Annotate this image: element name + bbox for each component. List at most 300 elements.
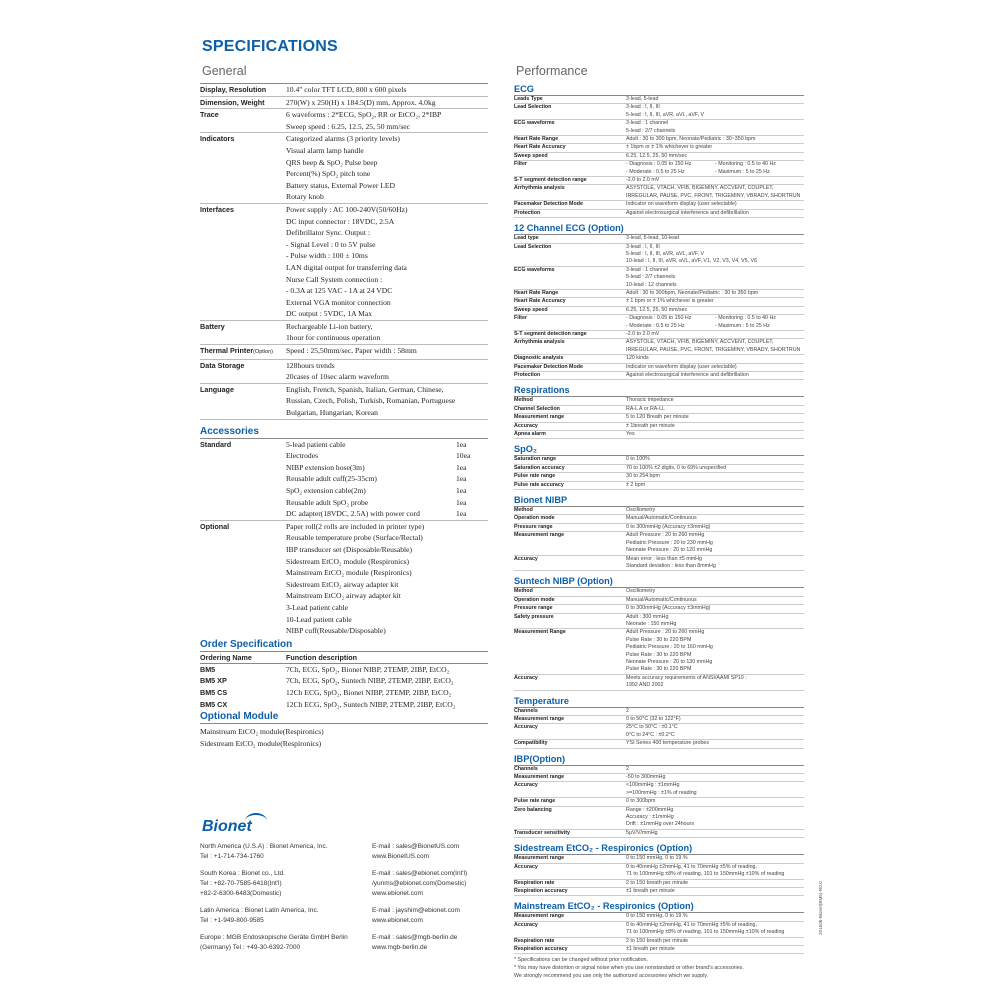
optional-label: Optional (200, 521, 230, 531)
spec-value-line: - Pulse width : 100 ± 10ms (286, 251, 368, 261)
accessory-item (286, 439, 488, 451)
perf-section-heading: Mainstream EtCO₂ - Respironics (Option) (514, 900, 804, 913)
spec-label: Data Storage (200, 360, 245, 370)
general-table (200, 83, 488, 420)
order-name: BM5 CX (200, 699, 228, 709)
perf-value-line: 0 to 50°C (32 to 122°F) (626, 716, 681, 722)
contact-email (372, 933, 490, 953)
spec-label: Indicators (200, 134, 235, 144)
perf-value (626, 144, 804, 151)
document-code: 201506-Bionet(BM5)-R0.0 (818, 881, 823, 935)
perf-value-line: ±1 breath per minute (626, 945, 675, 952)
perf-label: Respiration accuracy (514, 887, 568, 894)
perf-row (514, 515, 804, 523)
order-function: 12Ch ECG, SpO₂, Suntech NIBP, 2TEMP, 2IBP, EtCO₂ (286, 699, 456, 709)
order-heading: Order Specification (200, 639, 488, 652)
perf-row (514, 880, 804, 888)
spec-value-line: Bulgarian, Hungarian, Korean (286, 408, 378, 418)
optional-list (286, 521, 488, 637)
perf-section-heading: Suntech NIBP (Option) (514, 575, 804, 588)
perf-value (626, 456, 804, 463)
optional-item: Sidestream EtCO₂ airway adapter kit (286, 579, 399, 589)
perf-value-line: 6.25, 12.5, 25, 50 mm/sec (626, 306, 688, 313)
perf-value-line: Adult Pressure : 20 to 260 mmHg (626, 532, 705, 539)
perf-value-line: 3-lead : I, II, III (626, 104, 660, 111)
perf-value (626, 507, 804, 514)
spec-value-line: Power supply : AC 100-240V(50/60Hz) (286, 204, 408, 214)
accessory-qty: 1ea (456, 474, 467, 484)
perf-row (514, 830, 804, 838)
perf-value-line: 0 to 40mmHg ±2mmHg, 41 to 70mmHg ±5% of reading, (626, 921, 757, 928)
perf-value-line: <100mmHg : ±1mmHg (626, 782, 680, 789)
contact-line: www.BionetUS.com (372, 853, 430, 860)
perf-value (626, 782, 804, 797)
perf-value-line: -50 to 300mmHg (626, 774, 666, 781)
contact-line: (Germany) Tel : +49-30-6392-7000 (200, 944, 301, 951)
perf-row (514, 372, 804, 380)
perf-value (626, 372, 804, 379)
contact-block (200, 933, 490, 953)
perf-row (514, 782, 804, 798)
perf-section-heading: IBP(Option) (514, 753, 804, 766)
perf-row (514, 177, 804, 185)
perf-value (626, 290, 804, 297)
optional-module-item: Sidestream EtCO₂ module(Respironics) (200, 738, 322, 748)
perf-section-heading: Bionet NIBP (514, 494, 804, 507)
perf-row (514, 120, 804, 136)
accessory-qty: 10ea (456, 451, 471, 461)
order-col-name: Ordering Name (200, 652, 252, 662)
perf-value-line: 30 to 254 bpm (626, 473, 660, 480)
perf-value-line: Adult : 30 to 300 bpm, Neonate/Pediatric : 30~350 bpm (626, 136, 756, 143)
spec-value-line: LAN digital output for transferring data (286, 262, 407, 272)
perf-row (514, 946, 804, 954)
perf-label: Filter (514, 161, 527, 168)
perf-value-line: 0°C to 24°C : ±0.2°C (626, 731, 675, 738)
order-row (200, 664, 488, 676)
contact-block (200, 869, 490, 899)
perf-value (626, 153, 804, 160)
perf-label: Measurement range (514, 414, 565, 421)
perf-table (514, 913, 804, 954)
perf-value (626, 938, 804, 945)
spec-row (200, 384, 488, 420)
perf-label: Lead type (514, 235, 539, 242)
perf-label: Accuracy (514, 921, 538, 928)
perf-value (626, 414, 804, 421)
perf-value-line: Pediatric Pressure : 20 to 230 mmHg (626, 539, 713, 546)
perf-value-line: 5μV/V/mmHg (626, 829, 658, 836)
perf-value-line: Adult Pressure : 20 to 260 mmHg (626, 629, 705, 636)
accessories-table (200, 439, 488, 637)
contact-block (200, 906, 490, 926)
optional-item: 10-Lead patient cable (286, 614, 352, 624)
spec-label: Trace (200, 110, 219, 120)
perf-value (626, 406, 804, 413)
spec-value-line: 6 waveforms : 2*ECG, SpO₂, RR or EtCO₂, 2*IBP (286, 110, 442, 120)
perf-value (626, 864, 804, 879)
perf-value-line: ± 2 bpm (626, 481, 646, 488)
perf-value-line: Against electrosurgical interference and defibrillation (626, 372, 749, 378)
accessory-item (286, 485, 488, 497)
perf-value-line: 71 to 100mmHg ±8% of reading, 101 to 150mmHg ±10% of reading (626, 871, 785, 878)
perf-value-line: 3-lead, 5-lead, 10-lead (626, 235, 680, 242)
perf-value (626, 614, 804, 629)
spec-value-line: 20cases of 10sec alarm waveform (286, 372, 389, 382)
order-row (200, 675, 488, 687)
perf-label: S-T segment detection range (514, 330, 587, 337)
spec-row (200, 109, 488, 133)
contact-line: E-mail : jayshim@ebionet.com (372, 907, 460, 914)
perf-label: Accuracy (514, 863, 538, 870)
perf-value (626, 556, 804, 571)
perf-label: Protection (514, 209, 541, 216)
perf-label: Protection (514, 372, 541, 378)
perf-value-line: ASYSTOLE, VTACH, VFIB, BIGEMINY, ACCVENT, COUPLET, (626, 185, 774, 192)
perf-value (626, 716, 804, 723)
perf-value-part: - Diagnosis : 0.05 to 150 Hz (626, 315, 692, 322)
perf-table (514, 507, 804, 571)
perf-row (514, 290, 804, 298)
perf-value-line: 0 to 100% (626, 456, 650, 463)
contact-line: Tel : +1-949-800-9585 (200, 917, 264, 924)
perf-row (514, 144, 804, 152)
perf-table (514, 235, 804, 380)
perf-label: Measurement range (514, 716, 565, 722)
spec-label-note: (Option) (253, 349, 273, 356)
perf-value-line: 3-lead, 5-lead (626, 96, 659, 102)
optional-item: Mainstream EtCO₂ airway adapter kit (286, 591, 401, 601)
perf-value-part: - Monitoring : 0.5 to 40 Hz (715, 315, 776, 322)
perf-label: Respiration accuracy (514, 945, 568, 952)
perf-row (514, 588, 804, 596)
perf-label: Pacemaker Detection Mode (514, 363, 583, 370)
spec-value (286, 109, 488, 132)
perf-value-line: Thoracic impedance (626, 397, 674, 404)
contact-email (372, 906, 490, 926)
perf-label: Measurement range (514, 913, 565, 920)
perf-value (626, 946, 804, 953)
footnotes (514, 957, 804, 980)
contact-line: Tel : +82-70-7585-6418(Int'l) (200, 880, 282, 887)
perf-label: Channels (514, 707, 538, 714)
contact-line: +82-2-6300-6483(Domestic) (200, 890, 282, 897)
contact-line: E-mail : sales@mgb-berlin.de (372, 934, 458, 941)
perf-label: Heart Rate Range (514, 289, 559, 296)
perf-row (514, 708, 804, 716)
perf-label: Sweep speed (514, 152, 548, 159)
perf-value-line: 5-lead : I, II, III, aVR, aVL, aVF, V (626, 111, 705, 118)
perf-label: Transducer sensitivity (514, 829, 570, 836)
perf-label: Accuracy (514, 782, 538, 789)
perf-value-line: Meets accuracy requirements of ANSI/AAMI SP10 : (626, 674, 747, 681)
perf-row (514, 307, 804, 315)
optional-item: IBP transducer set (Disposable/Reusable) (286, 544, 413, 554)
page-title: SPECIFICATIONS (202, 38, 338, 55)
perf-value-line: Adult : 30 to 300bpm, Neonate/Pediatric : 30 to 350 bpm (626, 289, 759, 296)
perf-value-line: Standard deviation : less than 8mmHg (626, 562, 716, 569)
perf-value-line: Neonate Pressure : 20 to 120 mmHg (626, 547, 713, 554)
perf-row (514, 913, 804, 921)
perf-row (514, 153, 804, 161)
order-rows (200, 664, 488, 710)
perf-value (626, 588, 804, 595)
contact-line: /yunms@ebionet.com(Domestic) (372, 880, 467, 887)
perf-row (514, 556, 804, 572)
spec-value (286, 84, 488, 96)
accessory-item (286, 508, 488, 520)
spec-value (286, 321, 488, 344)
perf-value-line: Adult : 300 mmHg (626, 613, 669, 620)
perf-row (514, 397, 804, 405)
perf-table (514, 96, 804, 218)
perf-value-line: Oscillometry (626, 507, 656, 514)
contact-email (372, 869, 490, 899)
perf-table (514, 766, 804, 839)
spec-value-line: Speed : 25,50mm/sec, Paper width : 58mm (286, 346, 417, 356)
perf-value-pair (626, 323, 804, 330)
perf-value (626, 830, 804, 837)
perf-value-pair (626, 315, 804, 322)
perf-value-line: 2 to 150 breath per minute (626, 879, 689, 886)
perf-value (626, 315, 804, 330)
perf-value (626, 244, 804, 266)
perf-value-line: 0 to 40mmHg ±2mmHg, 41 to 70mmHg ±5% of reading, (626, 863, 757, 870)
spec-row (200, 84, 488, 97)
perf-value-pair (626, 169, 804, 176)
perf-label: Sweep speed (514, 306, 548, 313)
perf-row (514, 267, 804, 290)
perf-label: Arrhythmia analysis (514, 185, 565, 192)
perf-value-part: - Diagnosis : 0.05 to 150 Hz (626, 161, 692, 168)
perf-value (626, 515, 804, 522)
spec-value-line: Rechargeable Li-ion battery, (286, 321, 373, 331)
perf-row (514, 423, 804, 431)
perf-value-line: 5-lead : I, II, III, aVR, aVL, aVF, V (626, 250, 705, 257)
perf-row (514, 331, 804, 339)
perf-value-line: ±1 breath per minute (626, 887, 675, 894)
accessory-item (286, 462, 488, 474)
perf-value-line: 3-lead : 1 channel (626, 120, 669, 127)
footnote: * Specifications can be changed without prior notification. (514, 957, 648, 964)
perf-value (626, 423, 804, 430)
perf-value-line: -2.0 to 2.0 mV (626, 330, 660, 337)
contact-line: North America (U.S.A) : Bionet America, Inc. (200, 843, 328, 850)
perf-value-line: IRREGULAR, PAUSE, PVC, FRONT, TRIGEMINY, VBRADY, SHORTRUN (626, 346, 801, 353)
spec-value (286, 384, 488, 419)
perf-row (514, 724, 804, 740)
perf-value (626, 605, 804, 612)
perf-value-line: Neonate Pressure : 20 to 130 mmHg (626, 658, 713, 665)
perf-value (626, 235, 804, 242)
perf-value (626, 339, 804, 354)
perf-value (626, 724, 804, 739)
contact-line: Europe : MGB Endoskopische Geräte GmbH Berlin (200, 934, 348, 941)
perf-section-heading: Sidestream EtCO₂ - Respironics (Option) (514, 842, 804, 855)
perf-value-line: Range : ±200mmHg (626, 806, 674, 813)
perf-value-part: - Maximum : 5 to 25 Hz (715, 168, 770, 175)
perf-label: Respiration rate (514, 879, 555, 886)
perf-table (514, 588, 804, 690)
perf-value (626, 740, 804, 747)
optional-module-heading: Optional Module (200, 711, 488, 724)
perf-row (514, 507, 804, 515)
perf-label: Apnea alarm (514, 431, 546, 438)
perf-label: Accuracy (514, 724, 538, 731)
perf-row (514, 339, 804, 355)
perf-value (626, 364, 804, 371)
perf-row (514, 235, 804, 243)
spec-value-line: Rotary knob (286, 192, 324, 202)
perf-value (626, 888, 804, 895)
perf-value (626, 267, 804, 289)
perf-value (626, 465, 804, 472)
perf-value (626, 136, 804, 143)
perf-label: S-T segment detection range (514, 177, 587, 184)
perf-label: Accuracy (514, 555, 538, 562)
perf-label: Accuracy (514, 674, 538, 681)
general-heading: General (202, 64, 247, 78)
perf-value-line: ± 1breath per minute (626, 422, 675, 429)
perf-label: Accuracy (514, 422, 538, 429)
perf-row (514, 740, 804, 748)
accessory-name: NIBP extension hose(3m) (286, 462, 365, 472)
optional-module-item: Mainstream EtCO₂ module(Respironics) (200, 727, 324, 737)
perf-value-line: Yes (626, 431, 635, 438)
perf-label: Measurement range (514, 532, 565, 539)
perf-value (626, 532, 804, 554)
perf-label: Pulse rate range (514, 798, 556, 805)
perf-value-line: 3-lead : 1 channel (626, 266, 669, 273)
contact-line: www.ebionet.com (372, 890, 423, 897)
perf-value-line: Indicator on waveform display (user selectable) (626, 363, 737, 370)
perf-value-line: 5-lead : 2/7 channels (626, 127, 676, 134)
spec-value-line: Sweep speed : 6.25, 12.5, 25, 50 mm/sec (286, 121, 411, 131)
perf-label: Pressure range (514, 605, 553, 612)
perf-section-heading: 12 Channel ECG (Option) (514, 222, 804, 235)
perf-value-line: 70 to 100% ±2 digits, 0 to 69% unspecified (626, 464, 727, 471)
perf-value-part: - Monitoring : 0.5 to 40 Hz (715, 161, 776, 168)
perf-value-line: 5 to 120 Breath per minute (626, 414, 689, 421)
perf-value-line: 5-lead : 2/7 channels (626, 274, 676, 281)
perf-value (626, 397, 804, 404)
perf-value-line: 2 (626, 707, 629, 714)
spec-label: Thermal Printer(Option) (200, 346, 273, 356)
spec-value (286, 133, 488, 203)
perf-value-line: Mean error : less than ±5 mmHg (626, 555, 702, 562)
perf-label: Diagnostic analysis (514, 355, 564, 362)
perf-value (626, 355, 804, 362)
perf-value (626, 104, 804, 119)
order-name: BM5 (200, 664, 216, 674)
perf-row (514, 161, 804, 177)
spec-row (200, 204, 488, 321)
optional-item: Reusable temperature probe (Surface/Rectal) (286, 533, 423, 543)
perf-label: Zero balancing (514, 806, 552, 813)
perf-value (626, 524, 804, 531)
spec-row (200, 345, 488, 360)
perf-table (514, 397, 804, 439)
contact-address (200, 906, 372, 926)
perf-label: Method (514, 397, 533, 404)
accessory-name: Reusable adult cuff(25-35cm) (286, 474, 377, 484)
perf-row (514, 524, 804, 532)
perf-label: Heart Rate Accuracy (514, 144, 566, 151)
perf-value (626, 675, 804, 690)
perf-value-line: Neonate : 150 mmHg (626, 620, 677, 627)
spec-value-line: Percent(%) SpO₂ pitch tone (286, 169, 371, 179)
left-column (200, 64, 488, 749)
perf-section-heading: ECG (514, 83, 804, 96)
perf-value-line: 2 to 150 breath per minute (626, 937, 689, 944)
perf-value (626, 120, 804, 135)
spec-value-line: - 0.3A at 125 VAC - 1A at 24 VDC (286, 286, 393, 296)
perf-label: Pressure range (514, 523, 553, 530)
order-function: 7Ch, ECG, SpO₂, Suntech NIBP, 2TEMP, 2IBP, EtCO₂ (286, 676, 454, 686)
perf-label: ECG waveforms (514, 120, 555, 127)
optional-item: Mainstream EtCO₂ module (Respironics) (286, 568, 412, 578)
optional-module-list (200, 724, 488, 749)
spec-value-line: 1hour for continuous operation (286, 333, 381, 343)
accessories-standard (200, 439, 488, 521)
perf-value (626, 185, 804, 200)
contact-line: www.ebionet.com (372, 917, 423, 924)
perf-value-line: Drift : ±1mmHg over 24hours (626, 821, 694, 828)
spec-value-line: Nurse Call System connection : (286, 274, 383, 284)
perf-value-line: Manual/Automatic/Continuous (626, 515, 697, 522)
perf-value (626, 307, 804, 314)
contacts (200, 842, 490, 960)
spec-value-line: Categorized alarms (3 priority levels) (286, 134, 400, 144)
spec-value (286, 360, 488, 383)
contact-address (200, 933, 372, 953)
perf-value-line: 3-lead : I, II, III (626, 243, 660, 250)
accessory-name: Electrodes (286, 451, 319, 461)
spec-label: Language (200, 384, 234, 394)
perf-row (514, 855, 804, 863)
spec-value (286, 97, 488, 109)
perf-row (514, 864, 804, 880)
standard-label: Standard (200, 439, 232, 449)
spec-row (200, 360, 488, 384)
perf-row (514, 298, 804, 306)
accessory-item (286, 497, 488, 509)
perf-row (514, 597, 804, 605)
perf-row (514, 807, 804, 830)
accessories-optional (200, 521, 488, 637)
spec-row (200, 133, 488, 204)
perf-row (514, 922, 804, 938)
perf-value-line: ± 1 bpm or ± 1% whichever is greater (626, 298, 714, 305)
contact-line: E-mail : sales@BionetUS.com (372, 843, 460, 850)
perf-value-line: 10-lead : I, II, III, aVR, aVL, aVF, V1, V2, V3, V4, V5, V6 (626, 258, 758, 265)
perf-value-line: Pediatric Pressure : 20 to 160 mmHg (626, 644, 713, 651)
contact-line: Latin America : Bionet Latin America, Inc. (200, 907, 319, 914)
spec-value-line: External VGA monitor connection (286, 297, 391, 307)
perf-value-line: 0 to 300mmHg (Accuracy ±3mmHg) (626, 523, 711, 530)
perf-value-line: Accuracy : ±1mmHg (626, 814, 674, 821)
perf-value-line: >=100mmHg : ±1% of reading (626, 789, 697, 796)
perf-value (626, 597, 804, 604)
perf-table (514, 708, 804, 749)
optional-item: NIBP cuff(Reusable/Disposable) (286, 626, 386, 636)
perf-label: Respiration rate (514, 937, 555, 944)
perf-value-line: 0 to 150 mmHg, 0 to 19.% (626, 855, 688, 862)
perf-value (626, 913, 804, 920)
perf-row (514, 315, 804, 331)
perf-label: Arrhythmia analysis (514, 339, 565, 346)
perf-row (514, 201, 804, 209)
